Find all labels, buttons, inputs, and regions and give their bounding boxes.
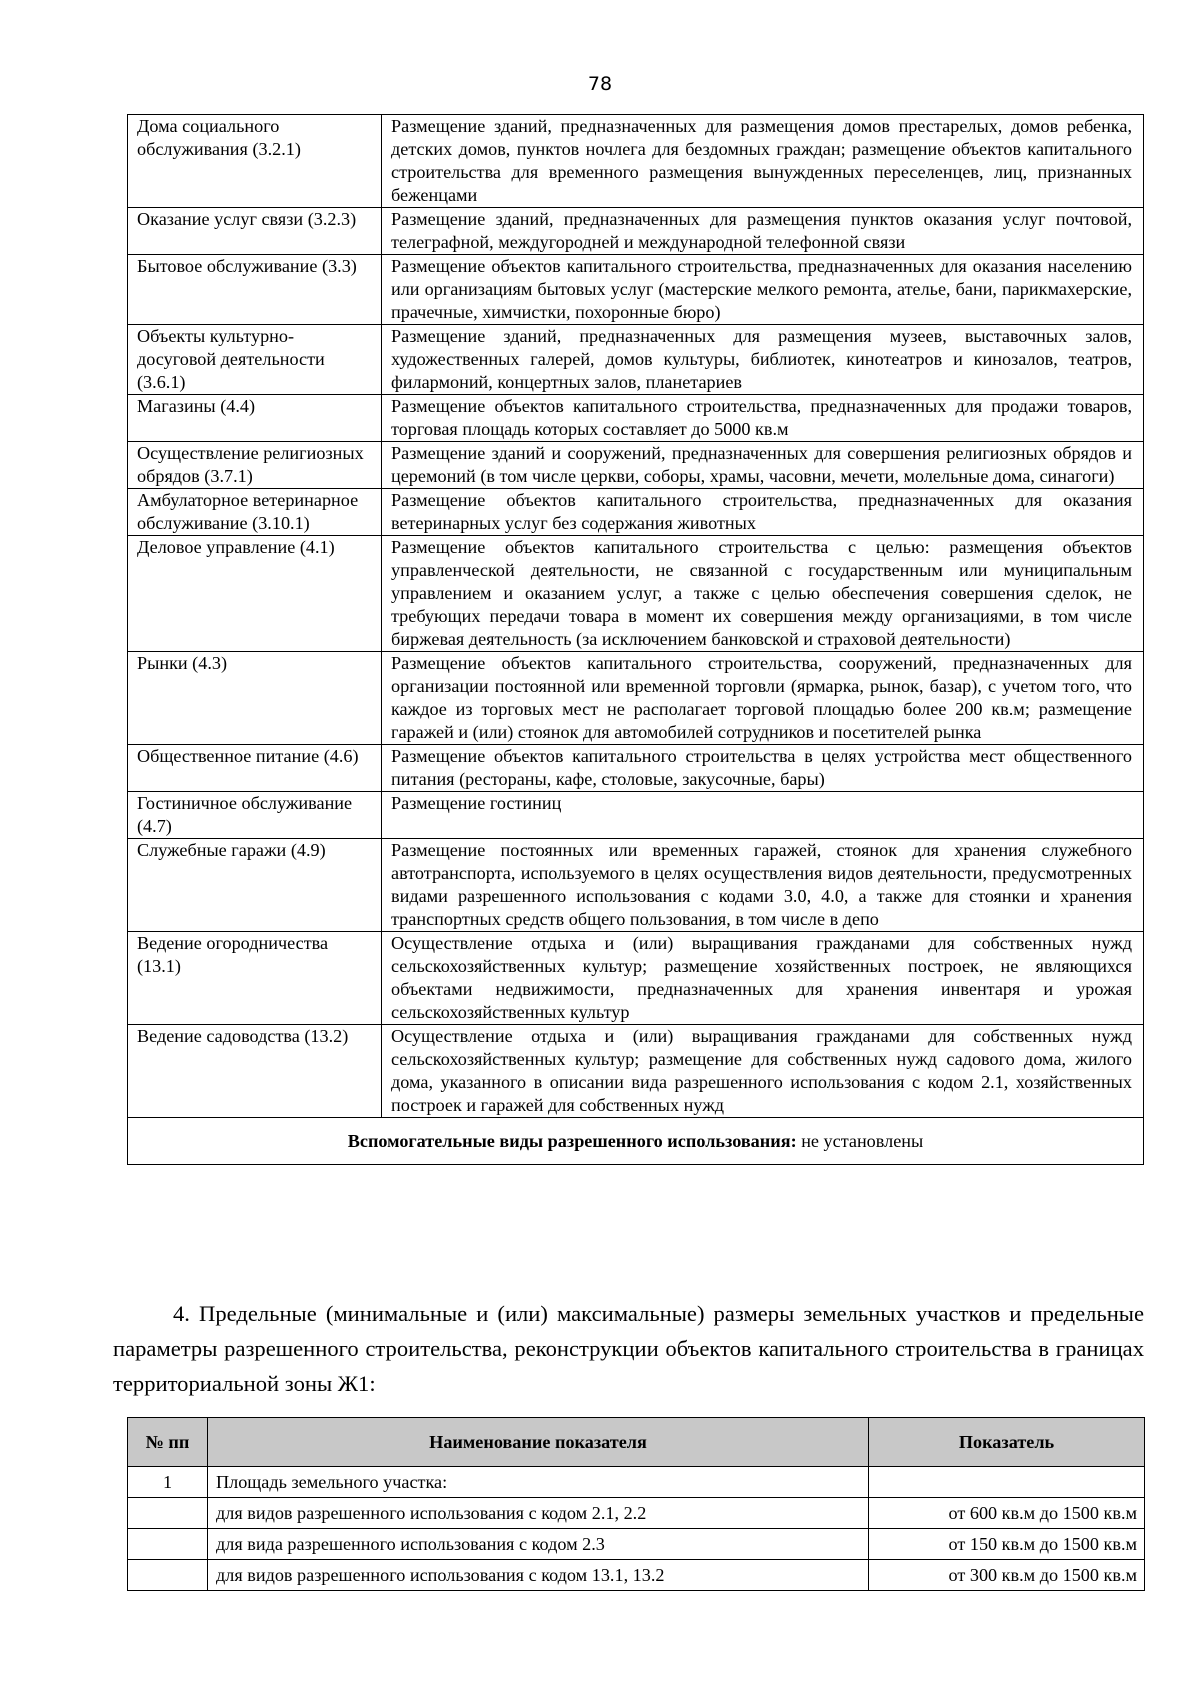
header-indicator-name: Наименование показателя — [208, 1418, 869, 1467]
parameter-number — [128, 1498, 208, 1529]
permitted-uses-table — [127, 114, 1144, 1165]
parameter-row — [128, 1529, 1145, 1560]
parameter-row — [128, 1560, 1145, 1591]
use-description: Размещение зданий, предназначенных для размещения музеев, выставочных залов, художественных галерей, домов культуры, библиотек, кинотеатров и кинозалов, театров, филармоний, концертных залов, планетариев — [382, 325, 1144, 395]
parameter-name: для видов разрешенного использования с кодом 2.1, 2.2 — [208, 1498, 869, 1529]
use-row — [128, 792, 1144, 839]
use-name: Осуществление религиозных обрядов (3.7.1) — [128, 442, 382, 489]
auxiliary-uses-label: Вспомогательные виды разрешенного использования: — [347, 1131, 797, 1151]
parameter-value: от 600 кв.м до 1500 кв.м — [869, 1498, 1145, 1529]
use-row — [128, 442, 1144, 489]
use-name: Служебные гаражи (4.9) — [128, 839, 382, 932]
use-description: Размещение зданий, предназначенных для размещения домов престарелых, домов ребенка, детских домов, пунктов ночлега для бездомных граждан; размещение объектов капитального строительства для временного размещения вынужденных переселенцев, лиц, признанных беженцами — [382, 115, 1144, 208]
use-row — [128, 395, 1144, 442]
use-name: Ведение садоводства (13.2) — [128, 1025, 382, 1118]
header-indicator-value: Показатель — [869, 1418, 1145, 1467]
use-row — [128, 115, 1144, 208]
page-number: 78 — [587, 73, 613, 95]
use-row — [128, 839, 1144, 932]
parameters-table — [127, 1417, 1145, 1591]
use-name: Магазины (4.4) — [128, 395, 382, 442]
use-row — [128, 1025, 1144, 1118]
use-name: Дома социального обслуживания (3.2.1) — [128, 115, 382, 208]
use-description: Размещение гостиниц — [382, 792, 1144, 839]
use-row — [128, 325, 1144, 395]
use-name: Оказание услуг связи (3.2.3) — [128, 208, 382, 255]
use-row — [128, 932, 1144, 1025]
use-description: Размещение объектов капитального строительства, предназначенных для оказания населению или организациям бытовых услуг (мастерские мелкого ремонта, ателье, бани, парикмахерские, прачечные, химчистки, похоронные бюро) — [382, 255, 1144, 325]
use-description: Размещение объектов капитального строительства в целях устройства мест общественного питания (рестораны, кафе, столовые, закусочные, бары) — [382, 745, 1144, 792]
parameter-value: от 150 кв.м до 1500 кв.м — [869, 1529, 1145, 1560]
auxiliary-uses-value: не установлены — [796, 1131, 924, 1151]
use-row — [128, 745, 1144, 792]
use-name: Ведение огородничества (13.1) — [128, 932, 382, 1025]
use-name: Объекты культурно-досуговой деятельности (3.6.1) — [128, 325, 382, 395]
use-name: Деловое управление (4.1) — [128, 536, 382, 652]
use-name: Общественное питание (4.6) — [128, 745, 382, 792]
use-description: Размещение объектов капитального строительства, предназначенных для оказания ветеринарных услуг без содержания животных — [382, 489, 1144, 536]
parameter-row — [128, 1498, 1145, 1529]
use-description: Размещение объектов капитального строительства, сооружений, предназначенных для организации постоянной или временной торговли (ярмарка, рынок, базар), с учетом того, что каждое из торговых мест не располагает торговой площадью более 200 кв.м; размещение гаражей и (или) стоянок для автомобилей сотрудников и посетителей рынка — [382, 652, 1144, 745]
parameter-number: 1 — [128, 1467, 208, 1498]
use-description: Размещение зданий и сооружений, предназначенных для совершения религиозных обрядов и церемоний (в том числе церкви, соборы, храмы, часовни, мечети, молельные дома, синагоги) — [382, 442, 1144, 489]
header-number: № пп — [128, 1418, 208, 1467]
parameter-value: от 300 кв.м до 1500 кв.м — [869, 1560, 1145, 1591]
use-name: Бытовое обслуживание (3.3) — [128, 255, 382, 325]
use-row — [128, 536, 1144, 652]
parameter-number — [128, 1529, 208, 1560]
use-row — [128, 489, 1144, 536]
use-description: Осуществление отдыха и (или) выращивания гражданами для собственных нужд сельскохозяйственных культур; размещение хозяйственных построек, не являющихся объектами недвижимости, предназначенных для хранения инвентаря и урожая сельскохозяйственных культур — [382, 932, 1144, 1025]
use-name: Рынки (4.3) — [128, 652, 382, 745]
parameter-name: для видов разрешенного использования с кодом 13.1, 13.2 — [208, 1560, 869, 1591]
parameter-value — [869, 1467, 1145, 1498]
parameters-header-row — [128, 1418, 1145, 1467]
use-description: Размещение постоянных или временных гаражей, стоянок для хранения служебного автотранспорта, используемого в целях осуществления видов деятельности, предусмотренных видами разрешенного использования с кодами 3.0, 4.0, а также для стоянки и хранения транспортных средств общего пользования, в том числе в депо — [382, 839, 1144, 932]
use-description: Осуществление отдыха и (или) выращивания гражданами для собственных нужд сельскохозяйственных культур; размещение для собственных нужд садового дома, жилого дома, указанного в описании вида разрешенного использования с кодом 2.1, хозяйственных построек и гаражей для собственных нужд — [382, 1025, 1144, 1118]
use-description: Размещение объектов капитального строительства, предназначенных для продажи товаров, торговая площадь которых составляет до 5000 кв.м — [382, 395, 1144, 442]
use-row — [128, 652, 1144, 745]
parameter-row — [128, 1467, 1145, 1498]
section-4-paragraph: 4. Предельные (минимальные и (или) максимальные) размеры земельных участков и предельные параметры разрешенного строительства, реконструкции объектов капитального строительства в границах территориальной зоны Ж1: — [113, 1301, 1144, 1396]
parameter-name: для вида разрешенного использования с кодом 2.3 — [208, 1529, 869, 1560]
parameter-name: Площадь земельного участка: — [208, 1467, 869, 1498]
use-name: Амбулаторное ветеринарное обслуживание (3.10.1) — [128, 489, 382, 536]
use-description: Размещение зданий, предназначенных для размещения пунктов оказания услуг почтовой, телеграфной, междугородней и международной телефонной связи — [382, 208, 1144, 255]
auxiliary-uses-row — [128, 1118, 1144, 1165]
use-name: Гостиничное обслуживание (4.7) — [128, 792, 382, 839]
use-row — [128, 208, 1144, 255]
use-description: Размещение объектов капитального строительства с целью: размещения объектов управленческой деятельности, не связанной с государственным или муниципальным управлением и оказанием услуг, а также с целью обеспечения совершения сделок, не требующих передачи товара в момент их совершения между организациями, в том числе биржевая деятельность (за исключением банковской и страховой деятельности) — [382, 536, 1144, 652]
auxiliary-uses-cell — [128, 1118, 1144, 1165]
use-row — [128, 255, 1144, 325]
parameter-number — [128, 1560, 208, 1591]
